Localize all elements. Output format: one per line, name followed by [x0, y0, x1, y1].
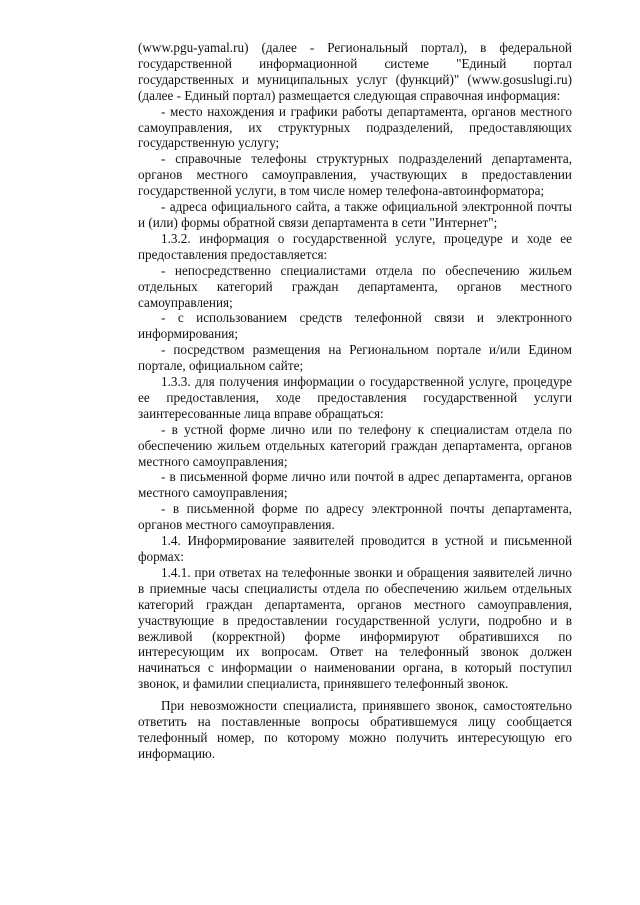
paragraph-location-schedule: - место нахождения и графики работы департамента, органов местного самоуправления, их структурных подразделений, предоставляющих государственную услугу;	[138, 103, 572, 151]
paragraph-1-3-2: 1.3.2. информация о государственной услуге, процедуре и ходе ее предоставления предоставляется:	[138, 230, 572, 262]
paragraph-portal-placement: - посредством размещения на Региональном портале и/или Едином портале, официальном сайте;	[138, 342, 572, 374]
paragraph-1-4: 1.4. Информирование заявителей проводится в устной и письменной формах:	[138, 533, 572, 564]
document-page	[138, 40, 572, 762]
paragraph-oral-form: - в устной форме лично или по телефону к специалистам отдела по обеспечению жильем отдельных категорий граждан департамента, органов местного самоуправления;	[138, 421, 572, 469]
paragraph-1-4-1: 1.4.1. при ответах на телефонные звонки и обращения заявителей лично в приемные часы специалисты отдела по обеспечению жильем отдельных категорий граждан департамента, органов местного самоуправления, участвующие в предоставлении государственной услуги, подробно и в вежливой (корректной) форме информируют обратившихся по интересующим их вопросам. Ответ на телефонный звонок должен начинаться с информации о наименовании органа, в который поступил звонок, и фамилии специалиста, принявшего телефонный звонок.	[138, 564, 572, 692]
paragraph-website-email: - адреса официального сайта, а также официальной электронной почты и (или) формы обратной связи департамента в сети "Интернет";	[138, 199, 572, 230]
paragraph-email-form: - в письменной форме по адресу электронной почты департамента, органов местного самоуправления.	[138, 501, 572, 533]
paragraph-impossibility: При невозможности специалиста, принявшего звонок, самостоятельно ответить на поставленные вопросы обратившемуся лицу сообщается телефонный номер, по которому можно получить интересующую его информацию.	[138, 698, 572, 761]
paragraph-specialists: - непосредственно специалистами отдела по обеспечению жильем отдельных категорий граждан департамента, органов местного самоуправления;	[138, 262, 572, 310]
paragraph-phones: - справочные телефоны структурных подразделений департамента, органов местного самоуправления, участвующих в предоставлении государственной услуги, в том числе номер телефона-автоинформатора;	[138, 151, 572, 199]
paragraph-1-3-3: 1.3.3. для получения информации о государственной услуге, процедуре ее предоставления, ходе предоставления государственной услуги заинтересованные лица вправе обращаться:	[138, 374, 572, 421]
paragraph-phone-electronic: - с использованием средств телефонной связи и электронного информирования;	[138, 310, 572, 342]
paragraph-portals: (www.pgu-yamal.ru) (далее - Региональный портал), в федеральной государственной информационной системе "Единый портал государственных и муниципальных услуг (функций)" (www.gosuslugi.ru) (далее - Единый портал) размещается следующая справочная информация:	[138, 40, 572, 103]
paragraph-written-form: - в письменной форме лично или почтой в адрес департамента, органов местного самоуправления;	[138, 469, 572, 501]
